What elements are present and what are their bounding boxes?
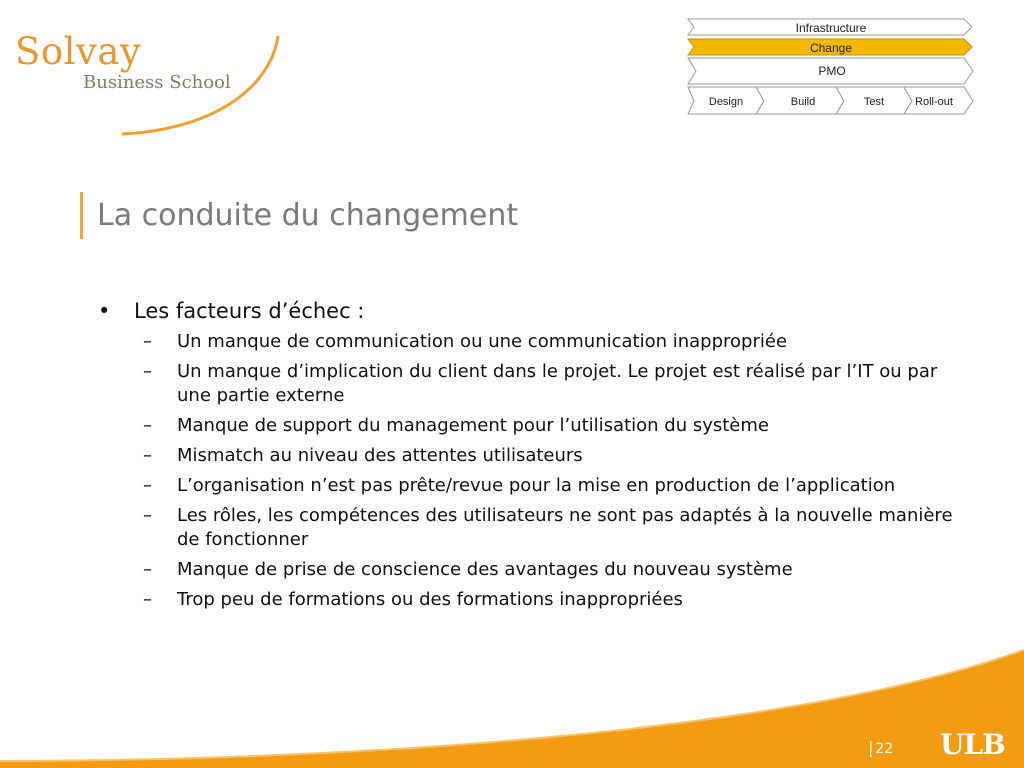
subitem: [96, 330, 996, 354]
subitem: [96, 414, 996, 438]
slide-content: [96, 296, 996, 618]
dash-icon: –: [143, 505, 152, 526]
nav-change: Change: [809, 41, 853, 55]
solvay-logo: [0, 0, 300, 150]
bullet-text: Les facteurs d’échec :: [134, 299, 365, 323]
subitem-text: Un manque d’implication du client dans le projet. Le projet est réalisé par l’IT ou par une partie externe: [177, 361, 938, 406]
bullet-icon: •: [98, 299, 111, 323]
dash-icon: –: [143, 475, 152, 496]
page-separator: |: [868, 738, 874, 757]
page-number-block: [868, 738, 893, 757]
dash-icon: –: [143, 559, 152, 580]
process-nav: [686, 16, 976, 118]
dash-icon: –: [143, 361, 152, 382]
slide-title: La conduite du changement: [97, 198, 519, 233]
dash-icon: –: [143, 589, 152, 610]
subitem-text: Les rôles, les compétences des utilisateurs ne sont pas adaptés à la nouvelle manière de fonctionner: [177, 505, 953, 550]
nav-step-rollout: Roll-out: [915, 96, 953, 108]
subitem-list: [96, 330, 996, 612]
subitem-text: Manque de prise de conscience des avantages du nouveau système: [177, 559, 793, 580]
subitem: [96, 588, 996, 612]
subitem-text: Trop peu de formations ou des formations inappropriées: [177, 589, 683, 610]
subitem-text: Mismatch au niveau des attentes utilisateurs: [177, 445, 583, 466]
nav-step-build: Build: [790, 96, 816, 108]
subitem: [96, 504, 996, 552]
nav-infrastructure: Infrastructure: [795, 21, 867, 35]
nav-step-test: Test: [863, 96, 885, 108]
logo-name: Solvay: [15, 30, 142, 73]
subitem-text: L’organisation n’est pas prête/revue pour la mise en production de l’application: [177, 475, 896, 496]
dash-icon: –: [143, 331, 152, 352]
subitem: [96, 474, 996, 498]
dash-icon: –: [143, 445, 152, 466]
subitem: [96, 444, 996, 468]
subitem: [96, 360, 996, 408]
page-number: 22: [875, 741, 894, 757]
bullet-item: [96, 296, 996, 326]
subitem-text: Manque de support du management pour l’utilisation du système: [177, 415, 769, 436]
nav-step-design: Design: [708, 96, 744, 108]
subitem-text: Un manque de communication ou une communication inappropriée: [177, 331, 788, 352]
title-accent-bar: [80, 192, 83, 239]
ulb-logo: ULB: [940, 728, 1005, 761]
subitem: [96, 558, 996, 582]
nav-pmo: PMO: [818, 64, 846, 78]
dash-icon: –: [143, 415, 152, 436]
logo-subtitle: Business School: [83, 72, 231, 93]
